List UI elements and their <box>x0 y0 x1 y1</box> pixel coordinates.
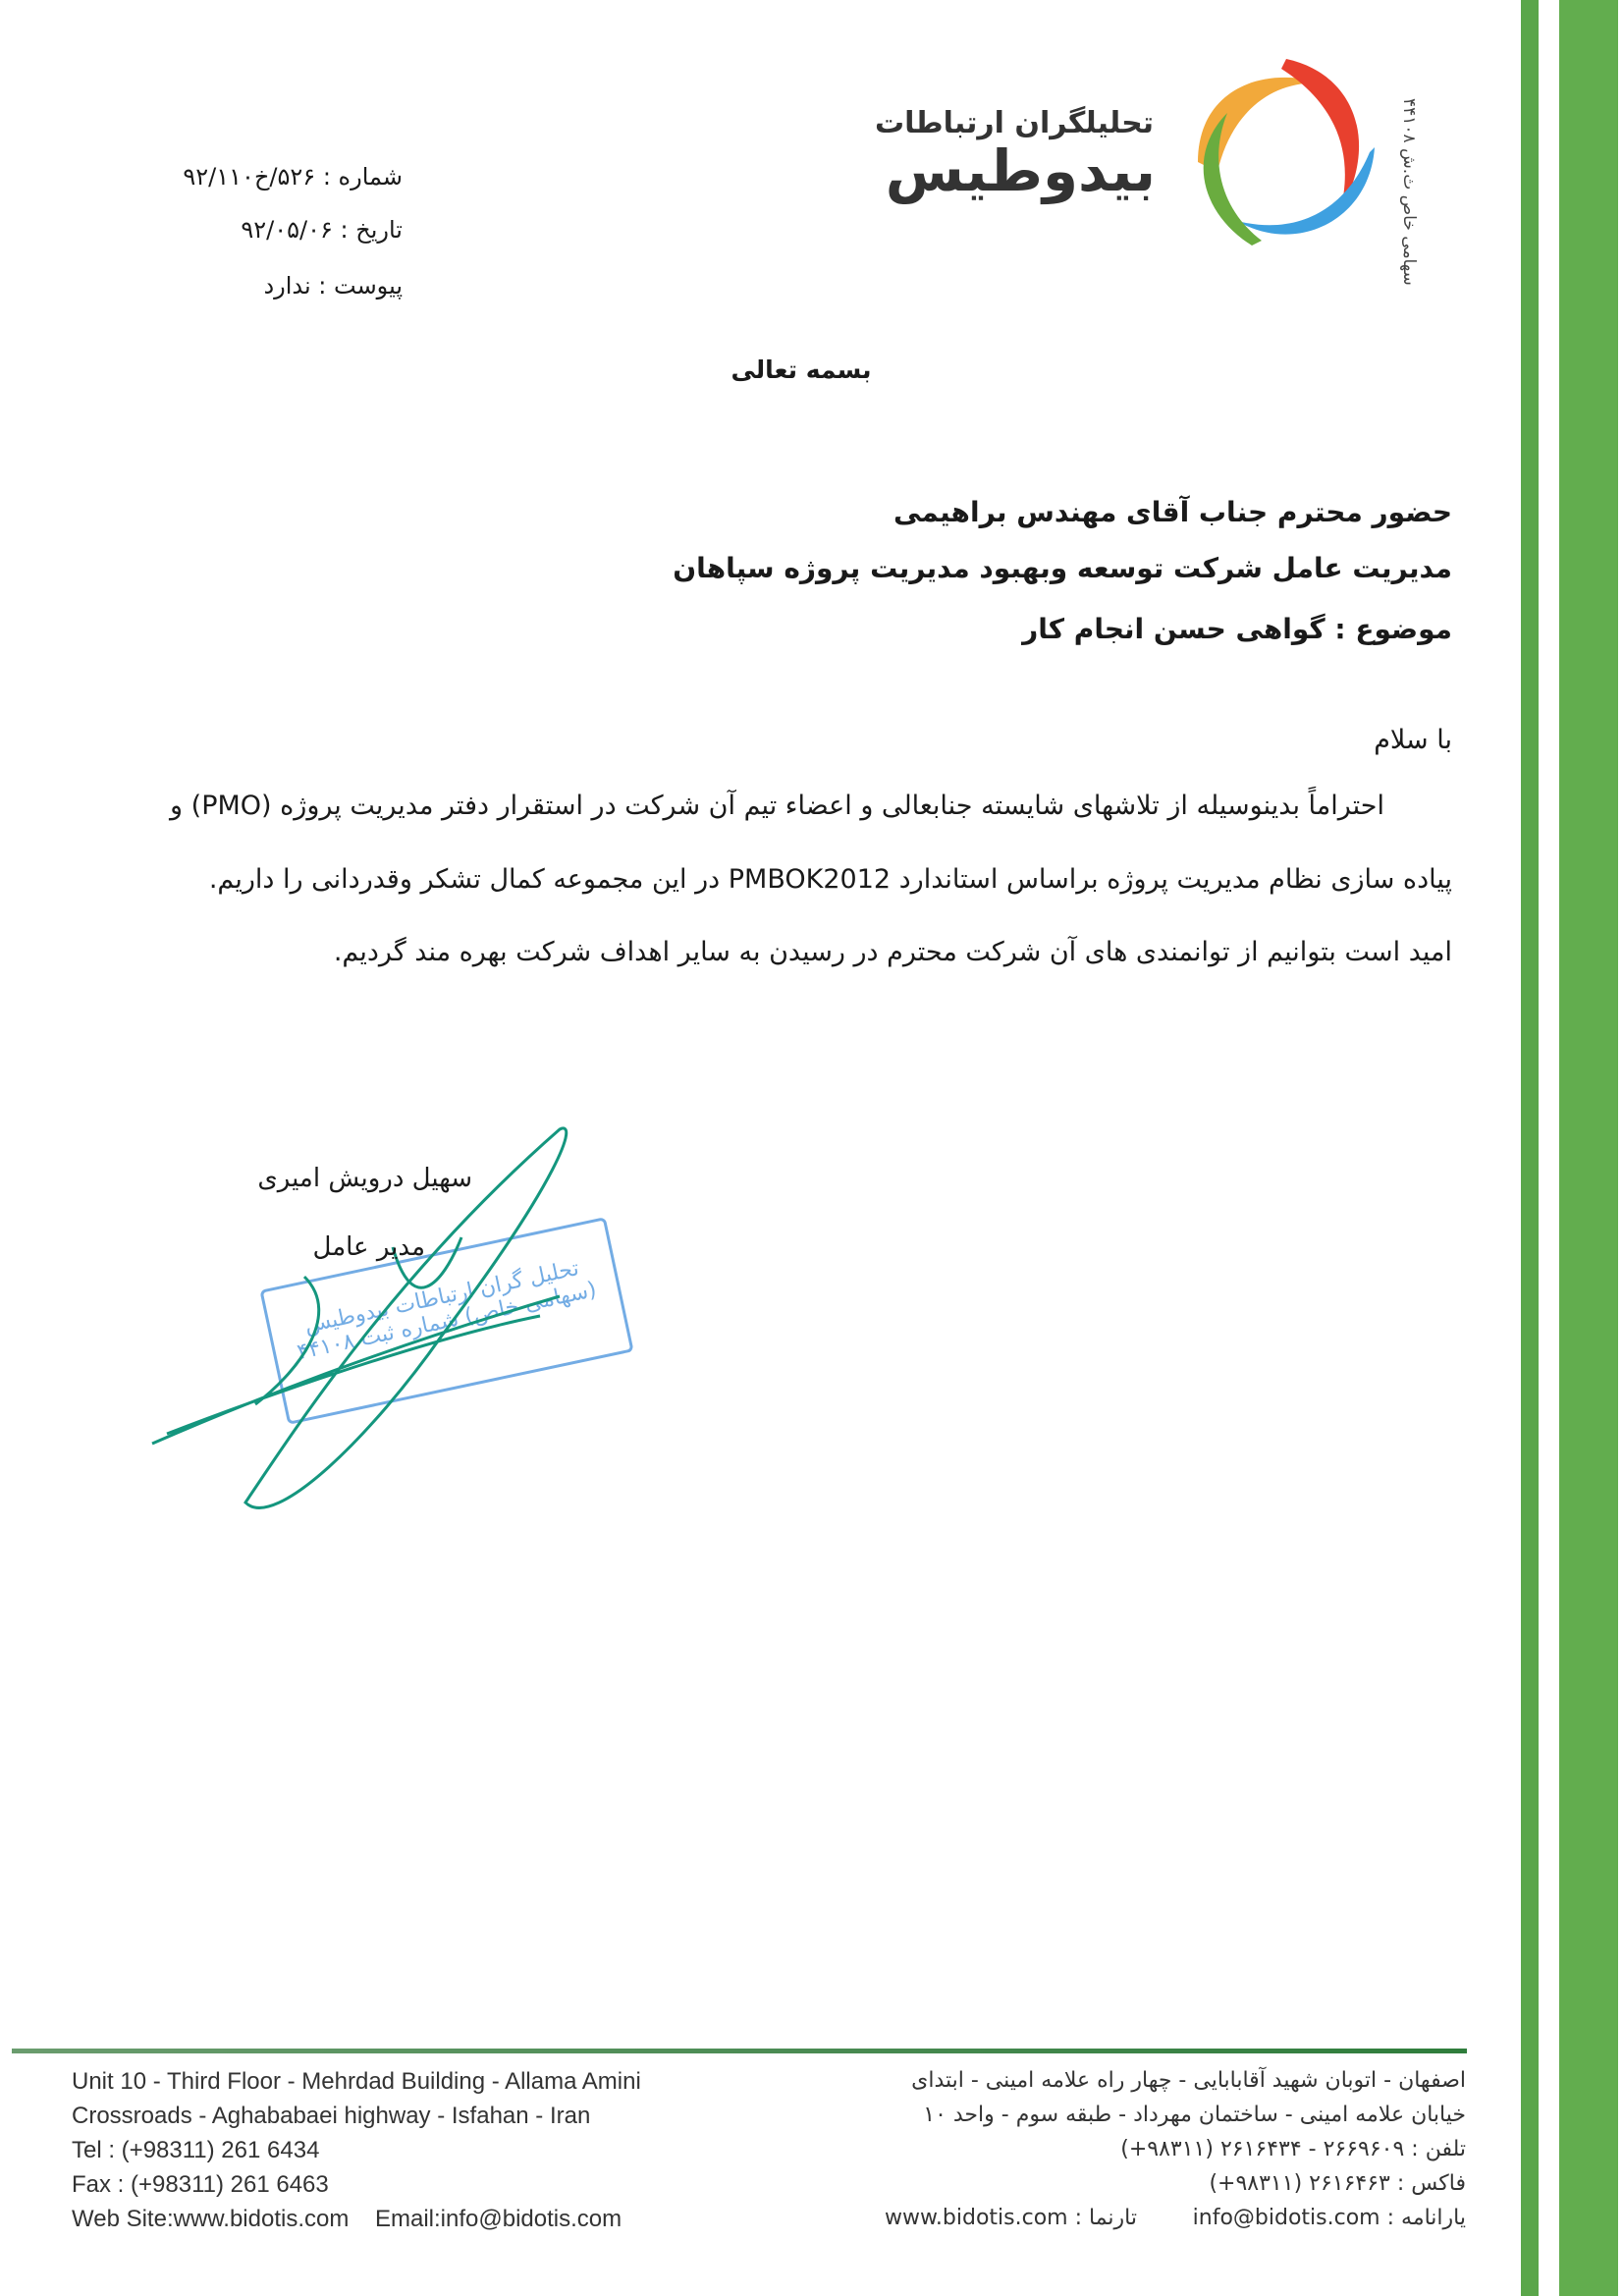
footer-web-fa[interactable]: تارنما : www.bidotis.com <box>884 2206 1137 2230</box>
footer-tel-fa: تلفن : ۲۶۶۹۶۰۹ - ۲۶۱۶۴۳۴ (۹۸۳۱۱+) <box>1120 2137 1466 2161</box>
footer-email-fa[interactable]: یارانامه : info@bidotis.com <box>1192 2206 1466 2230</box>
addressee-title: مدیریت عامل شرکت توسعه وبهبود مدیریت پروژه سپاهان <box>673 552 1452 584</box>
company-logo-icon <box>1178 54 1384 255</box>
footer-address-en: Crossroads - Aghababaei highway - Isfahan - Iran <box>72 2103 591 2129</box>
signer-name: سهیل درویش امیری <box>257 1164 472 1193</box>
footer-address-fa: اصفهان - اتوبان شهید آقابابایی - چهار راه علامه امینی - ابتدای <box>911 2068 1466 2093</box>
greeting: با سلام <box>1374 725 1452 755</box>
company-subtitle: تحلیلگران ارتباطات <box>874 106 1154 140</box>
registration-note: سهامی خاص ث.ش ۴۴۱۰۸ <box>1399 98 1419 286</box>
letter-attachment: پیوست : ندارد <box>263 272 403 300</box>
footer-divider <box>12 2049 1467 2053</box>
green-border-stripe-wide <box>1559 0 1618 2296</box>
addressee: حضور محترم جناب آقای مهندس براهیمی <box>893 496 1452 528</box>
footer-web-email-en[interactable]: Web Site:www.bidotis.com Email:info@bidotis.com <box>72 2206 622 2232</box>
body-line: امید است بتوانیم از توانمندی های آن شرکت محترم در رسیدن به سایر اهداف شرکت بهره مند گردیم. <box>333 937 1452 967</box>
footer-fax-en: Fax : (+98311) 261 6463 <box>72 2171 329 2198</box>
footer-address-en: Unit 10 - Third Floor - Mehrdad Building - Allama Amini <box>72 2068 641 2095</box>
letter-number: شماره : ۵۲۶/خ۹۲/۱۱۰ <box>183 163 403 191</box>
body-line: احتراماً بدینوسیله از تلاشهای شایسته جنابعالی و اعضاء تیم آن شرکت در استقرار دفتر مدیریت پروژه (PMO) و <box>170 791 1384 821</box>
letter-date: تاریخ : ۹۲/۰۵/۰۶ <box>241 216 403 244</box>
footer-address-fa: خیابان علامه امینی - ساختمان مهرداد - طبقه سوم - واحد ۱۰ <box>923 2103 1466 2127</box>
signer-title: مدیر عامل <box>312 1232 425 1262</box>
invocation: بسمه تعالی <box>730 355 872 384</box>
footer-fax-fa: فاکس : ۲۶۱۶۴۶۳ (۹۸۳۱۱+) <box>1209 2171 1466 2196</box>
green-border-stripe-thin <box>1521 0 1539 2296</box>
subject: موضوع : گواهی حسن انجام کار <box>1022 613 1452 645</box>
body-line: پیاده سازی نظام مدیریت پروژه براساس استاندارد PMBOK2012 در این مجموعه کمال تشکر وقدردانی را داریم. <box>208 864 1452 895</box>
footer-tel-en: Tel : (+98311) 261 6434 <box>72 2137 320 2163</box>
company-name: بیدوطیس <box>885 137 1156 204</box>
stamp-text: تحلیل گران ارتباطات بیدوطیس (سهامی خاص) شماره ثبت ۴۴۱۰۸ <box>295 1256 599 1366</box>
